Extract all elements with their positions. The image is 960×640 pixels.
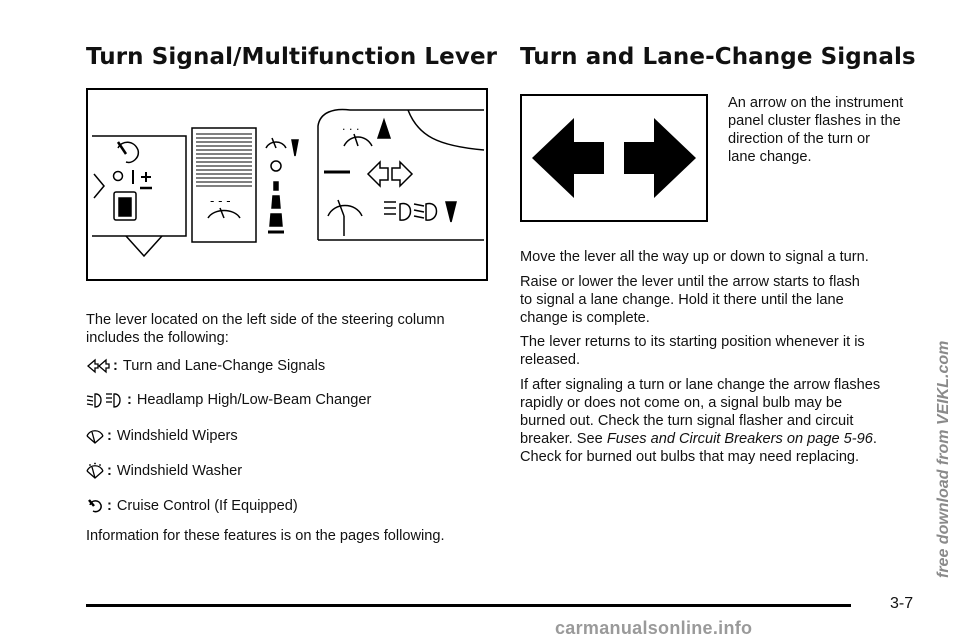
feature-label: Windshield Washer <box>116 463 243 479</box>
multifunction-lever-illustration <box>86 88 488 281</box>
feature-cruise <box>86 497 298 515</box>
side-watermark <box>935 340 960 608</box>
link-prefix: breaker. See <box>520 431 607 447</box>
paragraph-signal-turn: Move the lever all the way up or down to signal a turn. <box>520 249 869 265</box>
feature-label: Turn and Lane-Change Signals <box>122 358 326 374</box>
paragraph-line: to signal a lane change. Hold it there until the lane <box>520 292 844 308</box>
bottom-watermark[interactable]: carmanualsonline.info <box>555 618 753 638</box>
windshield-wiper-icon <box>86 427 104 445</box>
paragraph-line: If after signaling a turn or lane change the arrow flashes <box>520 377 881 393</box>
paragraph-line: The lever returns to its starting position whenever it is <box>520 334 865 350</box>
paragraph-return <box>520 333 940 369</box>
feature-label: Cruise Control (If Equipped) <box>116 498 298 514</box>
lever-diagram-icon <box>88 90 486 279</box>
caption-line: An arrow on the instrument <box>728 95 904 111</box>
svg-text:- - -: - - - <box>210 194 231 208</box>
caption-line: lane change. <box>728 149 812 165</box>
paragraph-line: Raise or lower the lever until the arrow starts to flash <box>520 274 860 290</box>
svg-text:. . .: . . . <box>342 120 360 133</box>
paragraph-line: Check for burned out bulbs that may need replacing. <box>520 449 860 465</box>
page-number: 3-7 <box>890 595 914 612</box>
feature-colon: : <box>113 358 118 374</box>
feature-wipers <box>86 427 238 445</box>
outro-paragraph: Information for these features is on the pages following. <box>86 528 445 544</box>
footer-rule <box>86 604 851 607</box>
side-watermark-text: free download from VEIKL.com <box>935 340 952 578</box>
link-suffix: . <box>872 431 877 447</box>
feature-colon: : <box>127 392 132 408</box>
paragraph-line: change is complete. <box>520 310 650 326</box>
feature-label: Windshield Wipers <box>116 428 238 444</box>
paragraph-lane-change <box>520 273 940 327</box>
feature-turn-signals <box>86 358 325 374</box>
feature-label: Headlamp High/Low-Beam Changer <box>136 392 372 408</box>
paragraph-line: released. <box>520 352 581 368</box>
windshield-washer-icon <box>86 462 104 480</box>
feature-colon: : <box>107 498 112 514</box>
turn-arrows-icon <box>522 96 706 220</box>
headlamp-beam-icon <box>86 391 124 409</box>
paragraph-line: burned out. Check the turn signal flasher and circuit <box>520 413 854 429</box>
paragraph-troubleshoot <box>520 376 940 466</box>
intro-line: includes the following: <box>86 330 229 346</box>
feature-headlamp <box>86 391 371 409</box>
fuses-reference-link[interactable]: Fuses and Circuit Breakers on page 5-96 <box>606 431 873 447</box>
turn-arrows-illustration <box>520 94 708 222</box>
turn-signal-arrows-icon <box>86 358 110 374</box>
intro-paragraph <box>86 311 496 347</box>
caption-line: panel cluster flashes in the <box>728 113 901 129</box>
cruise-control-icon <box>86 497 104 515</box>
feature-colon: : <box>107 463 112 479</box>
section-heading-signals: Turn and Lane-Change Signals <box>520 44 916 70</box>
arrow-caption <box>728 94 938 166</box>
section-heading-lever: Turn Signal/Multifunction Lever <box>86 44 498 70</box>
paragraph-line: rapidly or does not come on, a signal bulb may be <box>520 395 843 411</box>
feature-washer <box>86 462 242 480</box>
intro-line: The lever located on the left side of the steering column <box>86 312 445 328</box>
caption-line: direction of the turn or <box>728 131 870 147</box>
feature-colon: : <box>107 428 112 444</box>
paragraph-line-with-link <box>520 430 940 448</box>
